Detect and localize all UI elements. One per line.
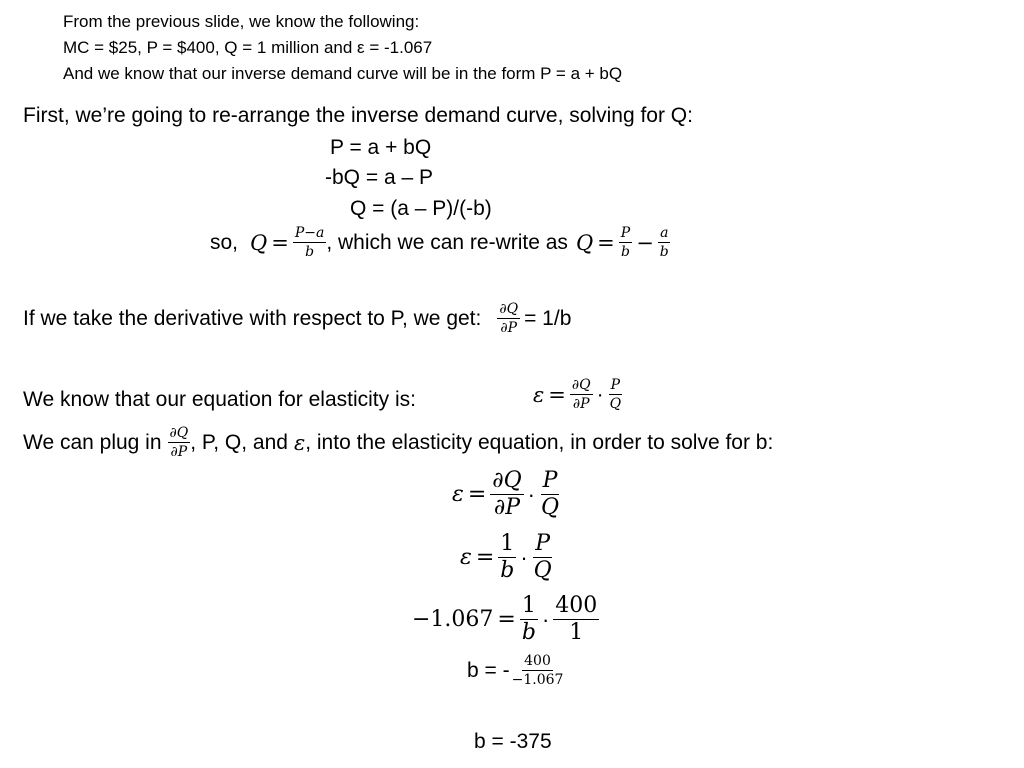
q-variable: Q [250,230,268,255]
equals-sign-2: = [597,230,615,255]
given-values: MC = $25, P = $400, Q = 1 million and ε = -1.067 [63,38,433,57]
one-over-b-fraction [520,595,538,644]
elasticity-value: −1.067 [412,607,494,632]
q-fraction-1-num: P−a [294,225,325,241]
rearrange-intro: First, we’re going to re-arrange the inverse demand curve, solving for Q: [23,104,693,127]
so-label: so, [210,230,239,254]
dq-dp-den: ∂P [500,320,518,336]
dq-dp-den: ∂P [170,444,188,460]
p-over-q-num: P [542,468,558,493]
plug-in-line [23,426,773,459]
one-over-b-fraction [498,533,516,582]
dq-dp-fraction [570,378,593,411]
q-fraction-1 [293,226,327,259]
plug-prefix: We can plug in [23,430,162,454]
b-equals-prefix: b = - [467,658,510,682]
solve-eq4 [467,654,565,687]
p-over-q-values-fraction [553,595,599,644]
price-value: 400 [555,593,598,618]
dq-dp-fraction [497,302,520,335]
p-over-q-num: P [610,377,621,393]
a-over-b-den: b [659,244,669,260]
q-variable-2: Q [575,230,594,255]
dot-operator: · [527,481,535,507]
dot-operator: · [541,606,550,632]
quantity-value: 1 [569,620,584,645]
one-over-b-num: 1 [521,593,536,618]
one-over-b-num: 1 [500,531,515,556]
dq-dp-fraction [168,426,191,459]
equals-sign: = [271,230,289,255]
derivative-line [23,302,571,335]
b-fraction-den: −1.067 [511,672,564,688]
minus-sign: − [636,230,654,255]
equals-sign: = [497,607,516,632]
plug-middle: , P, Q, and [190,430,288,454]
p-over-q-den: Q [541,495,560,520]
equals-sign: = [475,545,495,570]
given-heading: From the previous slide, we know the following: [63,12,420,31]
dq-dp-num: ∂Q [499,301,519,317]
epsilon-symbol: ε [460,545,472,570]
rearrange-eq1: P = a + bQ [330,136,432,159]
equals-sign: = [467,482,487,507]
epsilon-symbol: ε [452,482,464,507]
epsilon-symbol: ε [293,430,306,455]
one-over-b-den: b [500,558,515,583]
solve-eq1 [452,470,561,519]
a-over-b-num: a [660,225,669,241]
p-over-q-num: P [535,531,551,556]
elasticity-def-eq [533,378,623,411]
dq-dp-num: ∂Q [571,377,591,393]
derivative-text: If we take the derivative with respect to P, we get: [23,306,482,330]
dot-operator: · [596,382,604,406]
b-fraction-num: 400 [524,653,551,669]
rearrange-eq3: Q = (a – P)/(-b) [350,197,492,220]
p-over-q-fraction [532,533,554,582]
p-over-b-fraction [619,226,632,259]
elasticity-def-text: We know that our equation for elasticity is: [23,388,416,411]
epsilon-symbol: ε [533,382,545,407]
a-over-b-fraction [658,226,671,259]
plug-suffix: , into the elasticity equation, in order to solve for b: [305,430,774,454]
p-over-q-fraction [608,378,623,411]
p-over-q-den: Q [609,396,622,412]
q-rewrite-line [210,226,671,259]
dq-dp-fraction [490,470,523,519]
dq-dp-den: ∂P [572,396,590,412]
q-fraction-1-den: b [305,244,315,260]
p-over-b-den: b [620,244,630,260]
dq-dp-num: ∂Q [492,468,522,493]
equals-sign: = [548,382,566,407]
dot-operator: · [520,544,528,570]
p-over-b-num: P [620,225,631,241]
p-over-q-den: Q [533,558,552,583]
dq-dp-den: ∂P [493,495,521,520]
one-over-b-den: b [521,620,536,645]
demand-form-note: And we know that our inverse demand curve will be in the form P = a + bQ [63,64,623,83]
derivative-result: = 1/b [524,306,572,330]
rewrite-text: , which we can re-write as [326,230,568,254]
p-over-q-fraction [539,470,561,519]
solve-eq2 [460,533,554,582]
b-fraction [510,654,566,687]
rearrange-eq2: -bQ = a – P [325,166,433,189]
dq-dp-num: ∂Q [169,425,189,441]
result-b-value: b = -375 [474,730,552,753]
solve-eq3 [412,595,599,644]
